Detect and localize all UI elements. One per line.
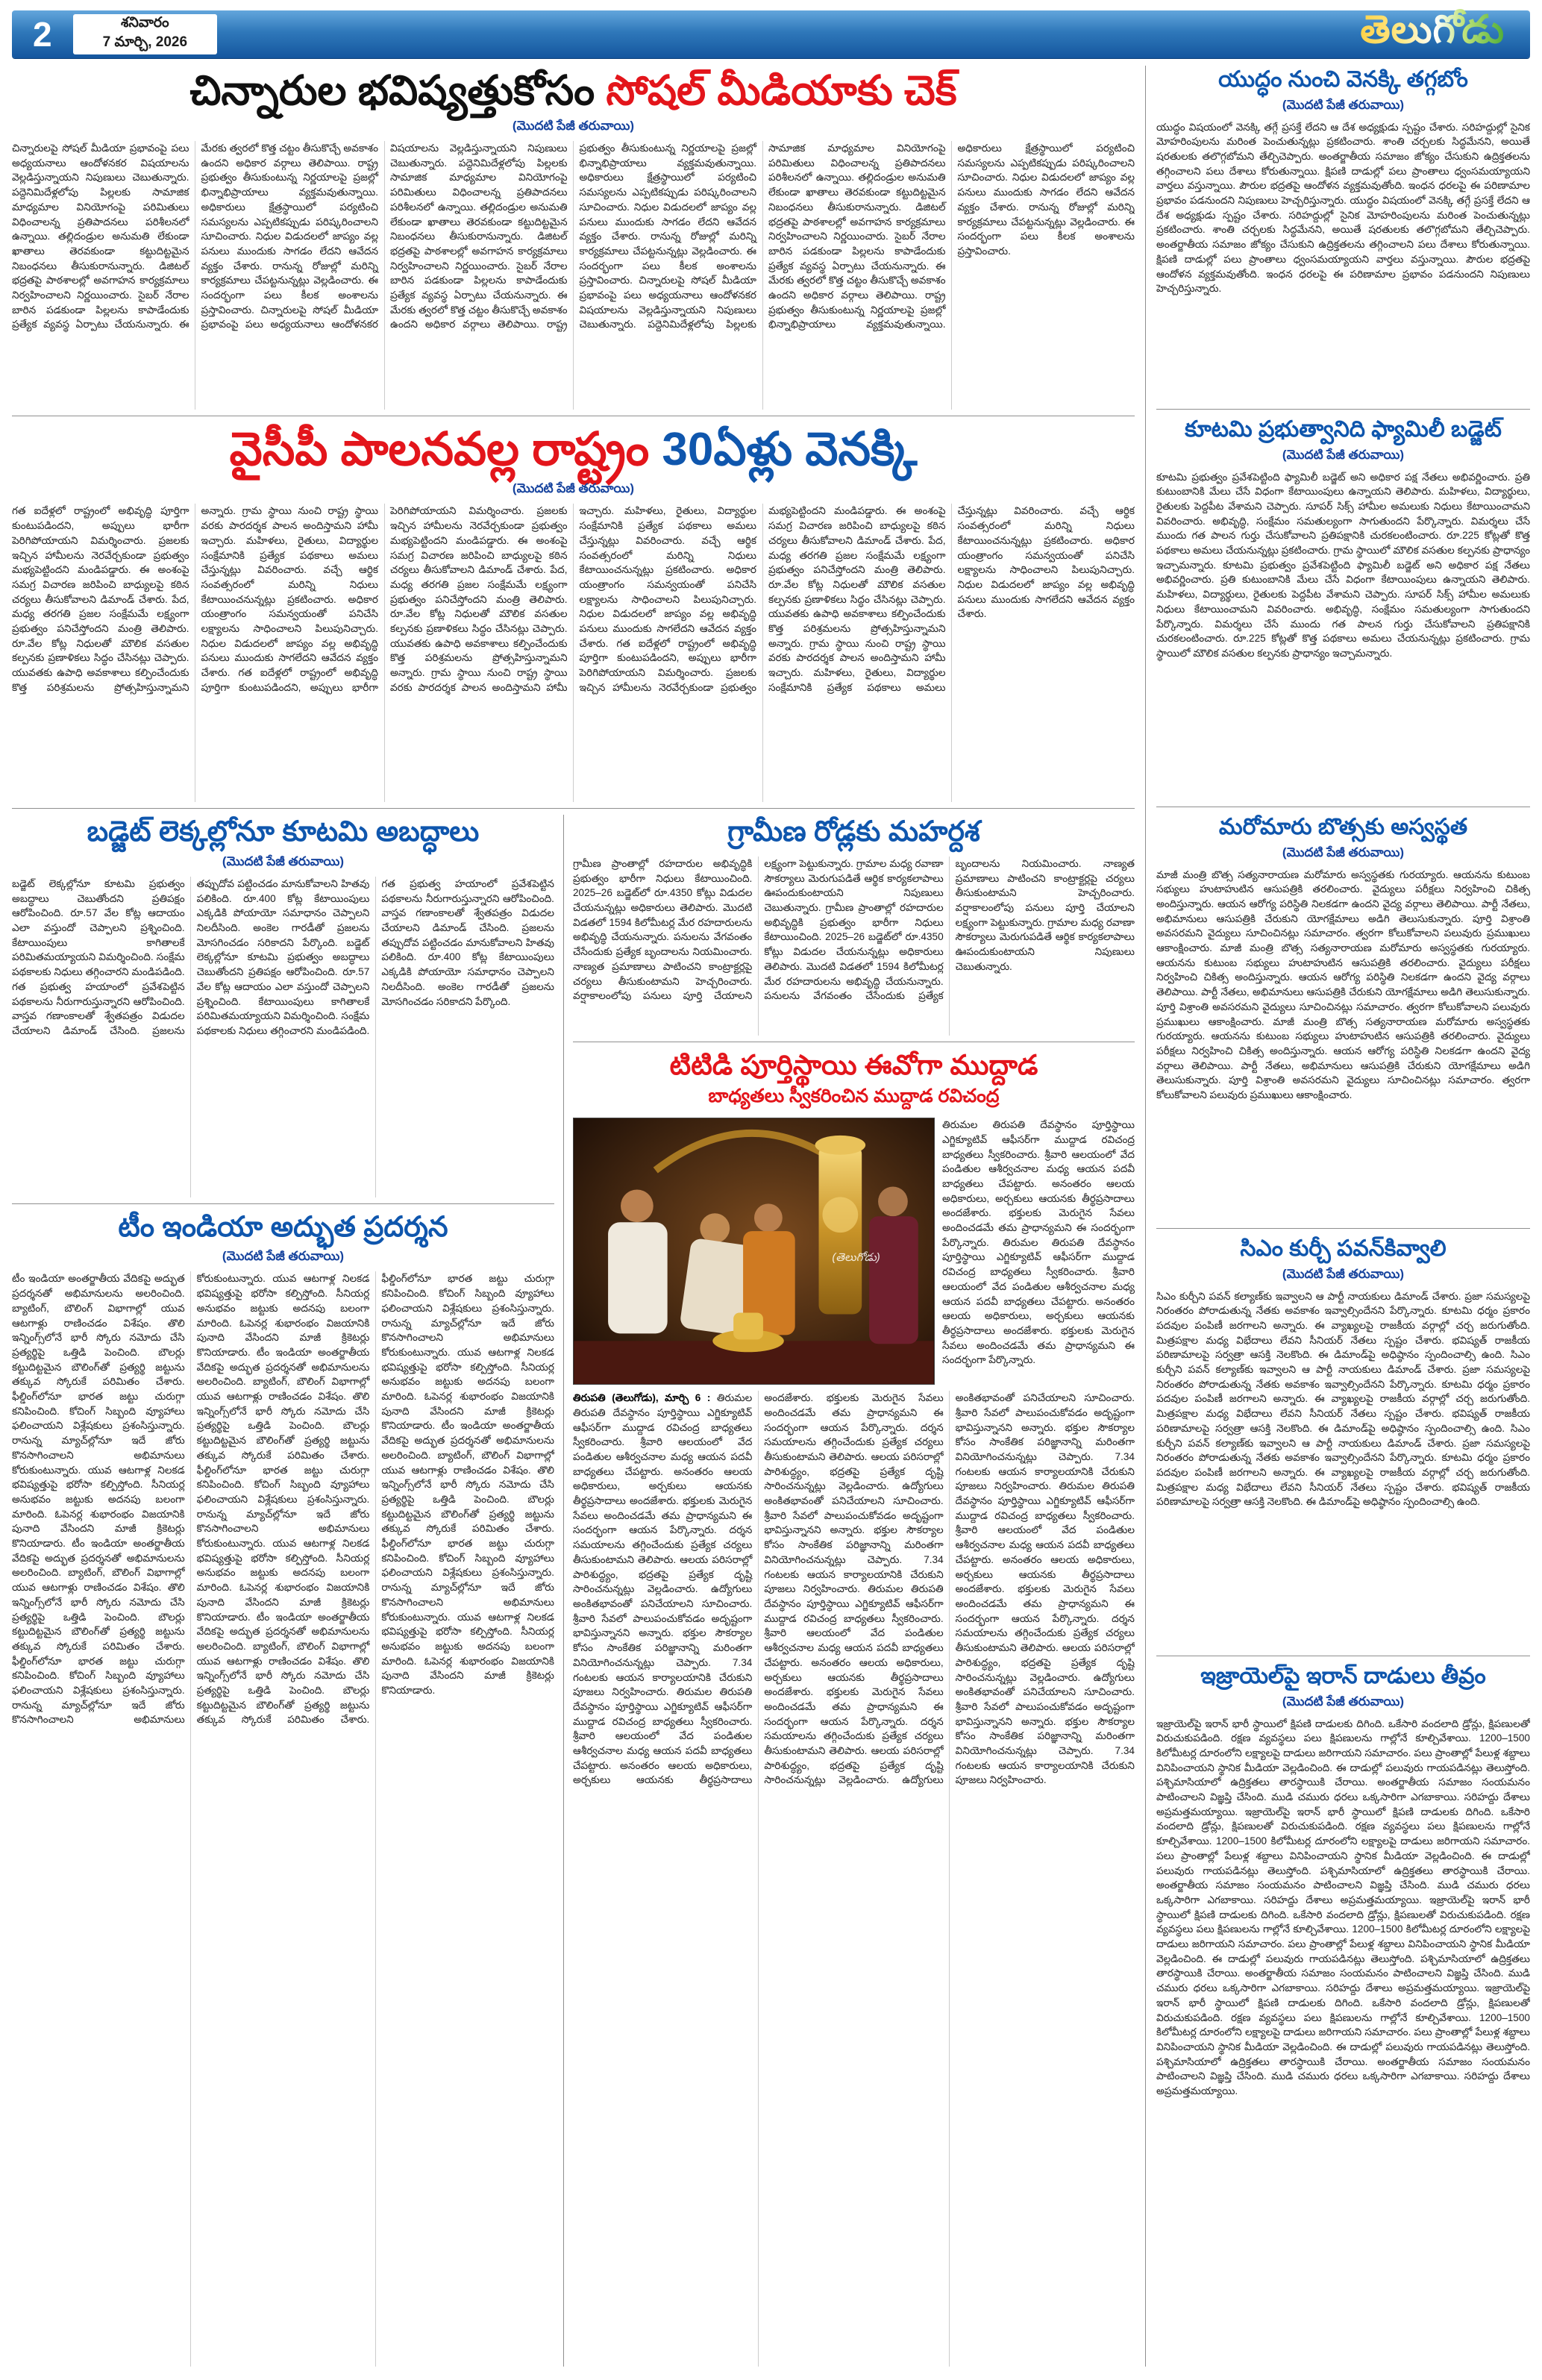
headline-ycp: [12, 422, 1135, 477]
masthead-bar: [12, 7, 1530, 58]
article-body: యుద్ధం విషయంలో వెనక్కి తగ్గే ప్రసక్తే లేదని ఆ దేశ అధ్యక్షుడు స్పష్టం చేశారు. సరిహద్దుల్లో సైనిక మోహరింపులను మరింత పెంచుతున్నట్లు ప్రకటించారు. శాంతి చర్చలకు సిద్ధమేనని, అయితే షరతులకు తలొగ్గబోమని తేల్చిచెప్పారు. అంతర్జాతీయ సమాజం జోక్యం చేసుకుని ఉద్రిక్తతలను తగ్గించాలని పలు దేశాలు కోరుతున్నాయి. క్షిపణి దాడుల్లో పలు ప్రాంతాలు ధ్వంసమయ్యాయని వార్తలు వస్తున్నాయి. పౌరుల భద్రతపై ఆందోళన వ్యక్తమవుతోంది. ఇంధన ధరలపై ఈ పరిణామాల ప్రభావం పడనుందని నిపుణులు హెచ్చరిస్తున్నారు. యుద్ధం విషయంలో వెనక్కి తగ్గే ప్రసక్తే లేదని ఆ దేశ అధ్యక్షుడు స్పష్టం చేశారు. సరిహద్దుల్లో సైనిక మోహరింపులను మరింత పెంచుతున్నట్లు ప్రకటించారు. శాంతి చర్చలకు సిద్ధమేనని, అయితే షరతులకు తలొగ్గబోమని తేల్చిచెప్పారు. అంతర్జాతీయ సమాజం జోక్యం చేసుకుని ఉద్రిక్తతలను తగ్గించాలని పలు దేశాలు కోరుతున్నాయి. క్షిపణి దాడుల్లో పలు ప్రాంతాలు ధ్వంసమయ్యాయని వార్తలు వస్తున్నాయి. పౌరుల భద్రతపై ఆందోళన వ్యక్తమవుతోంది. ఇంధన ధరలపై ఈ పరిణామాల ప్రభావం పడనుందని నిపుణులు హెచ్చరిస్తున్నారు.: [1156, 121, 1530, 295]
pillar-ornament: [822, 1197, 858, 1233]
headline-ycp-blue: 30ఏళ్లు వెనక్కి: [662, 424, 918, 475]
article-pawan-cm: [1156, 1235, 1530, 1650]
headline-iran: ఇజ్రాయెల్‌పై ఇరాన్ దాడులు తీవ్రం: [1200, 1664, 1486, 1688]
headline-family-budget: కూటమి ప్రభుత్వానిది ఫ్యామిలీ బడ్జెట్: [1185, 417, 1502, 442]
day-label: శనివారం: [121, 15, 169, 31]
section-divider: [1156, 409, 1530, 410]
golden-vessel: [733, 1313, 763, 1340]
article-body: టీం ఇండియా అంతర్జాతీయ వేదికపై అద్భుత ప్రదర్శనతో అభిమానులను అలరించింది. బ్యాటింగ్, బౌలింగ్ విభాగాల్లో యువ ఆటగాళ్లు రాణించడం విశేషం. తొలి ఇన్నింగ్స్‌లోనే భారీ స్కోరు నమోదు చేసి ప్రత్యర్థిపై ఒత్తిడి పెంచింది. బౌలర్లు కట్టుదిట్టమైన బౌలింగ్‌తో ప్రత్యర్థి జట్టును తక్కువ స్కోరుకే పరిమితం చేశారు. ఫీల్డింగ్‌లోనూ భారత జట్టు చురుగ్గా కనిపించింది. కోచింగ్ సిబ్బంది వ్యూహాలు ఫలించాయని విశ్లేషకులు ప్రశంసిస్తున్నారు. రానున్న మ్యాచ్‌ల్లోనూ ఇదే జోరు కొనసాగించాలని అభిమానులు కోరుకుంటున్నారు. యువ ఆటగాళ్ల నిలకడ భవిష్యత్తుపై భరోసా కల్పిస్తోంది. సీనియర్ల అనుభవం జట్టుకు అదనపు బలంగా మారింది. ఓపెనర్ల శుభారంభం విజయానికి పునాది వేసిందని మాజీ క్రికెటర్లు కొనియాడారు. టీం ఇండియా అంతర్జాతీయ వేదికపై అద్భుత ప్రదర్శనతో అభిమానులను అలరించింది. బ్యాటింగ్, బౌలింగ్ విభాగాల్లో యువ ఆటగాళ్లు రాణించడం విశేషం. తొలి ఇన్నింగ్స్‌లోనే భారీ స్కోరు నమోదు చేసి ప్రత్యర్థిపై ఒత్తిడి పెంచింది. బౌలర్లు కట్టుదిట్టమైన బౌలింగ్‌తో ప్రత్యర్థి జట్టును తక్కువ స్కోరుకే పరిమితం చేశారు. ఫీల్డింగ్‌లోనూ భారత జట్టు చురుగ్గా కనిపించింది. కోచింగ్ సిబ్బంది వ్యూహాలు ఫలించాయని విశ్లేషకులు ప్రశంసిస్తున్నారు. రానున్న మ్యాచ్‌ల్లోనూ ఇదే జోరు కొనసాగించాలని అభిమానులు కోరుకుంటున్నారు. యువ ఆటగాళ్ల నిలకడ భవిష్యత్తుపై భరోసా కల్పిస్తోంది. సీనియర్ల అనుభవం జట్టుకు అదనపు బలంగా మారింది. ఓపెనర్ల శుభారంభం విజయానికి పునాది వేసిందని మాజీ క్రికెటర్లు కొనియాడారు. టీం ఇండియా అంతర్జాతీయ వేదికపై అద్భుత ప్రదర్శనతో అభిమానులను అలరించింది. బ్యాటింగ్, బౌలింగ్ విభాగాల్లో యువ ఆటగాళ్లు రాణించడం విశేషం. తొలి ఇన్నింగ్స్‌లోనే భారీ స్కోరు నమోదు చేసి ప్రత్యర్థిపై ఒత్తిడి పెంచింది. బౌలర్లు కట్టుదిట్టమైన బౌలింగ్‌తో ప్రత్యర్థి జట్టును తక్కువ స్కోరుకే పరిమితం చేశారు. ఫీల్డింగ్‌లోనూ భారత జట్టు చురుగ్గా కనిపించింది. కోచింగ్ సిబ్బంది వ్యూహాలు ఫలించాయని విశ్లేషకులు ప్రశంసిస్తున్నారు. రానున్న మ్యాచ్‌ల్లోనూ ఇదే జోరు కొనసాగించాలని అభిమానులు కోరుకుంటున్నారు. యువ ఆటగాళ్ల నిలకడ భవిష్యత్తుపై భరోసా కల్పిస్తోంది. సీనియర్ల అనుభవం జట్టుకు అదనపు బలంగా మారింది. ఓపెనర్ల శుభారంభం విజయానికి పునాది వేసిందని మాజీ క్రికెటర్లు కొనియాడారు. టీం ఇండియా అంతర్జాతీయ వేదికపై అద్భుత ప్రదర్శనతో అభిమానులను అలరించింది. బ్యాటింగ్, బౌలింగ్ విభాగాల్లో యువ ఆటగాళ్లు రాణించడం విశేషం. తొలి ఇన్నింగ్స్‌లోనే భారీ స్కోరు నమోదు చేసి ప్రత్యర్థిపై ఒత్తిడి పెంచింది. బౌలర్లు కట్టుదిట్టమైన బౌలింగ్‌తో ప్రత్యర్థి జట్టును తక్కువ స్కోరుకే పరిమితం చేశారు. ఫీల్డింగ్‌లోనూ భారత జట్టు చురుగ్గా కనిపించింది. కోచింగ్ సిబ్బంది వ్యూహాలు ఫలించాయని విశ్లేషకులు ప్రశంసిస్తున్నారు. రానున్న మ్యాచ్‌ల్లోనూ ఇదే జోరు కొనసాగించాలని అభిమానులు కోరుకుంటున్నారు. యువ ఆటగాళ్ల నిలకడ భవిష్యత్తుపై భరోసా కల్పిస్తోంది. సీనియర్ల అనుభవం జట్టుకు అదనపు బలంగా మారింది. ఓపెనర్ల శుభారంభం విజయానికి పునాది వేసిందని మాజీ క్రికెటర్లు కొనియాడారు. టీం ఇండియా అంతర్జాతీయ వేదికపై అద్భుత ప్రదర్శనతో అభిమానులను అలరించింది. బ్యాటింగ్, బౌలింగ్ విభాగాల్లో యువ ఆటగాళ్లు రాణించడం విశేషం. తొలి ఇన్నింగ్స్‌లోనే భారీ స్కోరు నమోదు చేసి ప్రత్యర్థిపై ఒత్తిడి పెంచింది. బౌలర్లు కట్టుదిట్టమైన బౌలింగ్‌తో ప్రత్యర్థి జట్టును తక్కువ స్కోరుకే పరిమితం చేశారు. ఫీల్డింగ్‌లోనూ భారత జట్టు చురుగ్గా కనిపించింది. కోచింగ్ సిబ్బంది వ్యూహాలు ఫలించాయని విశ్లేషకులు ప్రశంసిస్తున్నారు. రానున్న మ్యాచ్‌ల్లోనూ ఇదే జోరు కొనసాగించాలని అభిమానులు కోరుకుంటున్నారు. యువ ఆటగాళ్ల నిలకడ భవిష్యత్తుపై భరోసా కల్పిస్తోంది. సీనియర్ల అనుభవం జట్టుకు అదనపు బలంగా మారింది. ఓపెనర్ల శుభారంభం విజయానికి పునాది వేసిందని మాజీ క్రికెటర్లు కొనియాడారు.: [12, 1273, 554, 1726]
continued-tag: (మొదటి పేజీ తరువాయి): [512, 481, 635, 496]
article-body: గ్రామీణ ప్రాంతాల్లో రహదారుల అభివృద్ధికి ప్రభుత్వం భారీగా నిధులు కేటాయించింది. 2025–26 బడ్జెట్‌లో రూ.4350 కోట్లు విడుదల చేయనున్నట్లు అధికారులు తెలిపారు. మొదటి విడతలో 1594 కిలోమీటర్ల మేర రహదారులను అభివృద్ధి చేయనున్నారు. పనులను వేగవంతం చేసేందుకు ప్రత్యేక బృందాలను నియమించారు. నాణ్యత ప్రమాణాలు పాటించని కాంట్రాక్టర్లపై చర్యలు తీసుకుంటామని హెచ్చరించారు. వర్షాకాలంలోపు పనులు పూర్తి చేయాలని లక్ష్యంగా పెట్టుకున్నారు. గ్రామాల మధ్య రవాణా సౌకర్యాలు మెరుగుపడితే ఆర్థిక కార్యకలాపాలు ఊపందుకుంటాయని నిపుణులు చెబుతున్నారు. గ్రామీణ ప్రాంతాల్లో రహదారుల అభివృద్ధికి ప్రభుత్వం భారీగా నిధులు కేటాయించింది. 2025–26 బడ్జెట్‌లో రూ.4350 కోట్లు విడుదల చేయనున్నట్లు అధికారులు తెలిపారు. మొదటి విడతలో 1594 కిలోమీటర్ల మేర రహదారులను అభివృద్ధి చేయనున్నారు. పనులను వేగవంతం చేసేందుకు ప్రత్యేక బృందాలను నియమించారు. నాణ్యత ప్రమాణాలు పాటించని కాంట్రాక్టర్లపై చర్యలు తీసుకుంటామని హెచ్చరించారు. వర్షాకాలంలోపు పనులు పూర్తి చేయాలని లక్ష్యంగా పెట్టుకున్నారు. గ్రామాల మధ్య రవాణా సౌకర్యాలు మెరుగుపడితే ఆర్థిక కార్యకలాపాలు ఊపందుకుంటాయని నిపుణులు చెబుతున్నారు.: [573, 857, 1135, 1002]
article-body: బడ్జెట్ లెక్కల్లోనూ కూటమి ప్రభుత్వం అబద్ధాలు చెబుతోందని ప్రతిపక్షం ఆరోపించింది. రూ.57 వేల కోట్ల ఆదాయం ఎలా వస్తుందో చెప్పాలని ప్రశ్నించింది. కేటాయింపులు కాగితాలకే పరిమితమయ్యాయని విమర్శించింది. సంక్షేమ పథకాలకు నిధులు తగ్గించారని మండిపడింది. గత ప్రభుత్వ హయాంలో ప్రవేశపెట్టిన పథకాలను నీరుగారుస్తున్నారని ఆరోపించింది. వాస్తవ గణాంకాలతో శ్వేతపత్రం విడుదల చేయాలని డిమాండ్ చేసింది. ప్రజలను తప్పుదోవ పట్టించడం మానుకోవాలని హితవు పలికింది. రూ.400 కోట్ల కేటాయింపులు ఎక్కడికి పోయాయో సమాధానం చెప్పాలని నిలదీసింది. అంకెల గారడీతో ప్రజలను మోసగించడం సరికాదని పేర్కొంది. బడ్జెట్ లెక్కల్లోనూ కూటమి ప్రభుత్వం అబద్ధాలు చెబుతోందని ప్రతిపక్షం ఆరోపించింది. రూ.57 వేల కోట్ల ఆదాయం ఎలా వస్తుందో చెప్పాలని ప్రశ్నించింది. కేటాయింపులు కాగితాలకే పరిమితమయ్యాయని విమర్శించింది. సంక్షేమ పథకాలకు నిధులు తగ్గించారని మండిపడింది. గత ప్రభుత్వ హయాంలో ప్రవేశపెట్టిన పథకాలను నీరుగారుస్తున్నారని ఆరోపించింది. వాస్తవ గణాంకాలతో శ్వేతపత్రం విడుదల చేయాలని డిమాండ్ చేసింది. ప్రజలను తప్పుదోవ పట్టించడం మానుకోవాలని హితవు పలికింది. రూ.400 కోట్ల కేటాయింపులు ఎక్కడికి పోయాయో సమాధానం చెప్పాలని నిలదీసింది. అంకెల గారడీతో ప్రజలను మోసగించడం సరికాదని పేర్కొంది.: [12, 877, 554, 1036]
section-divider: [1156, 1228, 1530, 1229]
continued-tag: (మొదటి పేజీ తరువాయి): [222, 1249, 345, 1264]
article-body: గత ఐదేళ్లలో రాష్ట్రంలో అభివృద్ధి పూర్తిగా కుంటుపడిందని, అప్పులు భారీగా పెరిగిపోయాయని విమర్శించారు. ప్రజలకు ఇచ్చిన హామీలను నెరవేర్చకుండా ప్రభుత్వం మభ్యపెట్టిందని మండిపడ్డారు. ఈ అంశంపై సమగ్ర విచారణ జరిపించి బాధ్యులపై కఠిన చర్యలు తీసుకోవాలని డిమాండ్ చేశారు. పేద, మధ్య తరగతి ప్రజల సంక్షేమమే లక్ష్యంగా ప్రభుత్వం పనిచేస్తోందని మంత్రి తెలిపారు. రూ.వేల కోట్ల నిధులతో మౌలిక వసతుల కల్పనకు ప్రణాళికలు సిద్ధం చేసినట్లు చెప్పారు. యువతకు ఉపాధి అవకాశాలు కల్పించేందుకు కొత్త పరిశ్రమలను ప్రోత్సహిస్తున్నామని అన్నారు. గ్రామ స్థాయి నుంచి రాష్ట్ర స్థాయి వరకు పారదర్శక పాలన అందిస్తామని హామీ ఇచ్చారు. మహిళలు, రైతులు, విద్యార్థుల సంక్షేమానికి ప్రత్యేక పథకాలు అమలు చేస్తున్నట్లు వివరించారు. వచ్చే ఆర్థిక సంవత్సరంలో మరిన్ని నిధులు కేటాయించనున్నట్లు ప్రకటించారు. అధికార యంత్రాంగం సమన్వయంతో పనిచేసి లక్ష్యాలను సాధించాలని పిలుపునిచ్చారు. నిధుల విడుదలలో జాప్యం వల్ల అభివృద్ధి పనులు ముందుకు సాగలేదని ఆవేదన వ్యక్తం చేశారు. గత ఐదేళ్లలో రాష్ట్రంలో అభివృద్ధి పూర్తిగా కుంటుపడిందని, అప్పులు భారీగా పెరిగిపోయాయని విమర్శించారు. ప్రజలకు ఇచ్చిన హామీలను నెరవేర్చకుండా ప్రభుత్వం మభ్యపెట్టిందని మండిపడ్డారు. ఈ అంశంపై సమగ్ర విచారణ జరిపించి బాధ్యులపై కఠిన చర్యలు తీసుకోవాలని డిమాండ్ చేశారు. పేద, మధ్య తరగతి ప్రజల సంక్షేమమే లక్ష్యంగా ప్రభుత్వం పనిచేస్తోందని మంత్రి తెలిపారు. రూ.వేల కోట్ల నిధులతో మౌలిక వసతుల కల్పనకు ప్రణాళికలు సిద్ధం చేసినట్లు చెప్పారు. యువతకు ఉపాధి అవకాశాలు కల్పించేందుకు కొత్త పరిశ్రమలను ప్రోత్సహిస్తున్నామని అన్నారు. గ్రామ స్థాయి నుంచి రాష్ట్ర స్థాయి వరకు పారదర్శక పాలన అందిస్తామని హామీ ఇచ్చారు. మహిళలు, రైతులు, విద్యార్థుల సంక్షేమానికి ప్రత్యేక పథకాలు అమలు చేస్తున్నట్లు వివరించారు. వచ్చే ఆర్థిక సంవత్సరంలో మరిన్ని నిధులు కేటాయించనున్నట్లు ప్రకటించారు. అధికార యంత్రాంగం సమన్వయంతో పనిచేసి లక్ష్యాలను సాధించాలని పిలుపునిచ్చారు. నిధుల విడుదలలో జాప్యం వల్ల అభివృద్ధి పనులు ముందుకు సాగలేదని ఆవేదన వ్యక్తం చేశారు. గత ఐదేళ్లలో రాష్ట్రంలో అభివృద్ధి పూర్తిగా కుంటుపడిందని, అప్పులు భారీగా పెరిగిపోయాయని విమర్శించారు. ప్రజలకు ఇచ్చిన హామీలను నెరవేర్చకుండా ప్రభుత్వం మభ్యపెట్టిందని మండిపడ్డారు. ఈ అంశంపై సమగ్ర విచారణ జరిపించి బాధ్యులపై కఠిన చర్యలు తీసుకోవాలని డిమాండ్ చేశారు. పేద, మధ్య తరగతి ప్రజల సంక్షేమమే లక్ష్యంగా ప్రభుత్వం పనిచేస్తోందని మంత్రి తెలిపారు. రూ.వేల కోట్ల నిధులతో మౌలిక వసతుల కల్పనకు ప్రణాళికలు సిద్ధం చేసినట్లు చెప్పారు. యువతకు ఉపాధి అవకాశాలు కల్పించేందుకు కొత్త పరిశ్రమలను ప్రోత్సహిస్తున్నామని అన్నారు. గ్రామ స్థాయి నుంచి రాష్ట్ర స్థాయి వరకు పారదర్శక పాలన అందిస్తామని హామీ ఇచ్చారు. మహిళలు, రైతులు, విద్యార్థుల సంక్షేమానికి ప్రత్యేక పథకాలు అమలు చేస్తున్నట్లు వివరించారు. వచ్చే ఆర్థిక సంవత్సరంలో మరిన్ని నిధులు కేటాయించనున్నట్లు ప్రకటించారు. అధికార యంత్రాంగం సమన్వయంతో పనిచేసి లక్ష్యాలను సాధించాలని పిలుపునిచ్చారు. నిధుల విడుదలలో జాప్యం వల్ల అభివృద్ధి పనులు ముందుకు సాగలేదని ఆవేదన వ్యక్తం చేశారు.: [12, 505, 1135, 693]
continued-tag: (మొదటి పేజీ తరువాయి): [1282, 845, 1405, 859]
headline-social-black: చిన్నారుల భవిష్యత్తుకోసం: [189, 67, 607, 113]
continued-tag: (మొదటి పేజీ తరువాయి): [1282, 97, 1405, 112]
woman-head: [878, 1187, 908, 1217]
article-body: చిన్నారులపై సోషల్ మీడియా ప్రభావంపై పలు అధ్యయనాలు ఆందోళనకర విషయాలను వెల్లడిస్తున్నాయని నిపుణులు చెబుతున్నారు. పద్దెనిమిదేళ్లలోపు పిల్లలకు సామాజిక మాధ్యమాల వినియోగంపై పరిమితులు విధించాలన్న ప్రతిపాదనలు పరిశీలనలో ఉన్నాయి. తల్లిదండ్రుల అనుమతి లేకుండా ఖాతాలు తెరవకుండా కట్టుదిట్టమైన నిబంధనలు తీసుకురానున్నారు. డిజిటల్ భద్రతపై పాఠశాలల్లో అవగాహన కార్యక్రమాలు నిర్వహించాలని నిర్ణయించారు. సైబర్ నేరాల బారిన పడకుండా పిల్లలను కాపాడేందుకు ప్రత్యేక వ్యవస్థ ఏర్పాటు చేయనున్నారు. ఈ మేరకు త్వరలో కొత్త చట్టం తీసుకొచ్చే అవకాశం ఉందని అధికార వర్గాలు తెలిపాయి. రాష్ట్ర ప్రభుత్వం తీసుకుంటున్న నిర్ణయాలపై ప్రజల్లో భిన్నాభిప్రాయాలు వ్యక్తమవుతున్నాయి. అధికారులు క్షేత్రస్థాయిలో పర్యటించి సమస్యలను ఎప్పటికప్పుడు పరిష్కరించాలని సూచించారు. నిధుల విడుదలలో జాప్యం వల్ల పనులు ముందుకు సాగడం లేదని ఆవేదన వ్యక్తం చేశారు. రానున్న రోజుల్లో మరిన్ని కార్యక్రమాలు చేపట్టనున్నట్లు వెల్లడించారు. ఈ సందర్భంగా పలు కీలక అంశాలను ప్రస్తావించారు. చిన్నారులపై సోషల్ మీడియా ప్రభావంపై పలు అధ్యయనాలు ఆందోళనకర విషయాలను వెల్లడిస్తున్నాయని నిపుణులు చెబుతున్నారు. పద్దెనిమిదేళ్లలోపు పిల్లలకు సామాజిక మాధ్యమాల వినియోగంపై పరిమితులు విధించాలన్న ప్రతిపాదనలు పరిశీలనలో ఉన్నాయి. తల్లిదండ్రుల అనుమతి లేకుండా ఖాతాలు తెరవకుండా కట్టుదిట్టమైన నిబంధనలు తీసుకురానున్నారు. డిజిటల్ భద్రతపై పాఠశాలల్లో అవగాహన కార్యక్రమాలు నిర్వహించాలని నిర్ణయించారు. సైబర్ నేరాల బారిన పడకుండా పిల్లలను కాపాడేందుకు ప్రత్యేక వ్యవస్థ ఏర్పాటు చేయనున్నారు. ఈ మేరకు త్వరలో కొత్త చట్టం తీసుకొచ్చే అవకాశం ఉందని అధికార వర్గాలు తెలిపాయి. రాష్ట్ర ప్రభుత్వం తీసుకుంటున్న నిర్ణయాలపై ప్రజల్లో భిన్నాభిప్రాయాలు వ్యక్తమవుతున్నాయి. అధికారులు క్షేత్రస్థాయిలో పర్యటించి సమస్యలను ఎప్పటికప్పుడు పరిష్కరించాలని సూచించారు. నిధుల విడుదలలో జాప్యం వల్ల పనులు ముందుకు సాగడం లేదని ఆవేదన వ్యక్తం చేశారు. రానున్న రోజుల్లో మరిన్ని కార్యక్రమాలు చేపట్టనున్నట్లు వెల్లడించారు. ఈ సందర్భంగా పలు కీలక అంశాలను ప్రస్తావించారు. చిన్నారులపై సోషల్ మీడియా ప్రభావంపై పలు అధ్యయనాలు ఆందోళనకర విషయాలను వెల్లడిస్తున్నాయని నిపుణులు చెబుతున్నారు. పద్దెనిమిదేళ్లలోపు పిల్లలకు సామాజిక మాధ్యమాల వినియోగంపై పరిమితులు విధించాలన్న ప్రతిపాదనలు పరిశీలనలో ఉన్నాయి. తల్లిదండ్రుల అనుమతి లేకుండా ఖాతాలు తెరవకుండా కట్టుదిట్టమైన నిబంధనలు తీసుకురానున్నారు. డిజిటల్ భద్రతపై పాఠశాలల్లో అవగాహన కార్యక్రమాలు నిర్వహించాలని నిర్ణయించారు. సైబర్ నేరాల బారిన పడకుండా పిల్లలను కాపాడేందుకు ప్రత్యేక వ్యవస్థ ఏర్పాటు చేయనున్నారు. ఈ మేరకు త్వరలో కొత్త చట్టం తీసుకొచ్చే అవకాశం ఉందని అధికార వర్గాలు తెలిపాయి. రాష్ట్ర ప్రభుత్వం తీసుకుంటున్న నిర్ణయాలపై ప్రజల్లో భిన్నాభిప్రాయాలు వ్యక్తమవుతున్నాయి. అధికారులు క్షేత్రస్థాయిలో పర్యటించి సమస్యలను ఎప్పటికప్పుడు పరిష్కరించాలని సూచించారు. నిధుల విడుదలలో జాప్యం వల్ల పనులు ముందుకు సాగడం లేదని ఆవేదన వ్యక్తం చేశారు. రానున్న రోజుల్లో మరిన్ని కార్యక్రమాలు చేపట్టనున్నట్లు వెల్లడించారు. ఈ సందర్భంగా పలు కీలక అంశాలను ప్రస్తావించారు.: [12, 143, 1135, 331]
pillar-top: [815, 1136, 866, 1155]
bottom-left-column: [12, 815, 564, 2367]
main-area: [12, 66, 1146, 2367]
priest-head: [700, 1213, 730, 1243]
headline-social-red: సోషల్ మీడియాకు చెక్: [606, 67, 957, 113]
article-family-budget: [1156, 416, 1530, 801]
article-war: [1156, 66, 1530, 403]
section-divider: [12, 808, 1135, 809]
newspaper-logo: తెలుగోడు: [1360, 7, 1505, 62]
article-body: మాజీ మంత్రి బొత్స సత్యనారాయణ మరోమారు అస్వస్థతకు గురయ్యారు. ఆయనను కుటుంబ సభ్యులు హుటాహుటిన ఆసుపత్రికి తరలించారు. వైద్యులు పరీక్షలు నిర్వహించి చికిత్స అందిస్తున్నారు. ఆయన ఆరోగ్య పరిస్థితి నిలకడగా ఉందని వైద్య వర్గాలు తెలిపాయి. పార్టీ నేతలు, అభిమానులు ఆసుపత్రికి చేరుకుని యోగక్షేమాలు అడిగి తెలుసుకున్నారు. పూర్తి విశ్రాంతి అవసరమని వైద్యులు సూచించినట్లు సమాచారం. త్వరగా కోలుకోవాలని పలువురు ప్రముఖులు ఆకాంక్షించారు. మాజీ మంత్రి బొత్స సత్యనారాయణ మరోమారు అస్వస్థతకు గురయ్యారు. ఆయనను కుటుంబ సభ్యులు హుటాహుటిన ఆసుపత్రికి తరలించారు. వైద్యులు పరీక్షలు నిర్వహించి చికిత్స అందిస్తున్నారు. ఆయన ఆరోగ్య పరిస్థితి నిలకడగా ఉందని వైద్య వర్గాలు తెలిపాయి. పార్టీ నేతలు, అభిమానులు ఆసుపత్రికి చేరుకుని యోగక్షేమాలు అడిగి తెలుసుకున్నారు. పూర్తి విశ్రాంతి అవసరమని వైద్యులు సూచించినట్లు సమాచారం. త్వరగా కోలుకోవాలని పలువురు ప్రముఖులు ఆకాంక్షించారు. మాజీ మంత్రి బొత్స సత్యనారాయణ మరోమారు అస్వస్థతకు గురయ్యారు. ఆయనను కుటుంబ సభ్యులు హుటాహుటిన ఆసుపత్రికి తరలించారు. వైద్యులు పరీక్షలు నిర్వహించి చికిత్స అందిస్తున్నారు. ఆయన ఆరోగ్య పరిస్థితి నిలకడగా ఉందని వైద్య వర్గాలు తెలిపాయి. పార్టీ నేతలు, అభిమానులు ఆసుపత్రికి చేరుకుని యోగక్షేమాలు అడిగి తెలుసుకున్నారు. పూర్తి విశ్రాంతి అవసరమని వైద్యులు సూచించినట్లు సమాచారం. త్వరగా కోలుకోవాలని పలువురు ప్రముఖులు ఆకాంక్షించారు.: [1156, 868, 1530, 1101]
continued-tag: (మొదటి పేజీ తరువాయి): [512, 119, 635, 133]
continued-tag: (మొదటి పేజీ తరువాయి): [1282, 1266, 1405, 1281]
woman-saree: [869, 1216, 918, 1344]
section-divider: [12, 1203, 554, 1204]
ttd-photo-illustration: [574, 1118, 934, 1384]
article-botsa-health: [1156, 813, 1530, 1222]
dateline: తిరుపతి (తెలుగోడు), మార్చి 6 :: [573, 1392, 711, 1404]
article-body: ఇజ్రాయెల్‌పై ఇరాన్ భారీ స్థాయిలో క్షిపణి దాడులకు దిగింది. ఒకేసారి వందలాది డ్రోన్లు, క్షిపణులతో విరుచుకుపడింది. రక్షణ వ్యవస్థలు పలు క్షిపణులను గాల్లోనే కూల్చివేశాయి. 1200–1500 కిలోమీటర్ల దూరంలోని లక్ష్యాలపై దాడులు జరిగాయని సమాచారం. పలు ప్రాంతాల్లో పేలుళ్ల శబ్దాలు వినిపించాయని స్థానిక మీడియా వెల్లడించింది. ఈ దాడుల్లో పలువురు గాయపడినట్లు తెలుస్తోంది. పశ్చిమాసియాలో ఉద్రిక్తతలు తారస్థాయికి చేరాయి. అంతర్జాతీయ సమాజం సంయమనం పాటించాలని విజ్ఞప్తి చేసింది. ముడి చమురు ధరలు ఒక్కసారిగా ఎగబాకాయి. సరిహద్దు దేశాలు అప్రమత్తమయ్యాయి. ఇజ్రాయెల్‌పై ఇరాన్ భారీ స్థాయిలో క్షిపణి దాడులకు దిగింది. ఒకేసారి వందలాది డ్రోన్లు, క్షిపణులతో విరుచుకుపడింది. రక్షణ వ్యవస్థలు పలు క్షిపణులను గాల్లోనే కూల్చివేశాయి. 1200–1500 కిలోమీటర్ల దూరంలోని లక్ష్యాలపై దాడులు జరిగాయని సమాచారం. పలు ప్రాంతాల్లో పేలుళ్ల శబ్దాలు వినిపించాయని స్థానిక మీడియా వెల్లడించింది. ఈ దాడుల్లో పలువురు గాయపడినట్లు తెలుస్తోంది. పశ్చిమాసియాలో ఉద్రిక్తతలు తారస్థాయికి చేరాయి. అంతర్జాతీయ సమాజం సంయమనం పాటించాలని విజ్ఞప్తి చేసింది. ముడి చమురు ధరలు ఒక్కసారిగా ఎగబాకాయి. సరిహద్దు దేశాలు అప్రమత్తమయ్యాయి. ఇజ్రాయెల్‌పై ఇరాన్ భారీ స్థాయిలో క్షిపణి దాడులకు దిగింది. ఒకేసారి వందలాది డ్రోన్లు, క్షిపణులతో విరుచుకుపడింది. రక్షణ వ్యవస్థలు పలు క్షిపణులను గాల్లోనే కూల్చివేశాయి. 1200–1500 కిలోమీటర్ల దూరంలోని లక్ష్యాలపై దాడులు జరిగాయని సమాచారం. పలు ప్రాంతాల్లో పేలుళ్ల శబ్దాలు వినిపించాయని స్థానిక మీడియా వెల్లడించింది. ఈ దాడుల్లో పలువురు గాయపడినట్లు తెలుస్తోంది. పశ్చిమాసియాలో ఉద్రిక్తతలు తారస్థాయికి చేరాయి. అంతర్జాతీయ సమాజం సంయమనం పాటించాలని విజ్ఞప్తి చేసింది. ముడి చమురు ధరలు ఒక్కసారిగా ఎగబాకాయి. సరిహద్దు దేశాలు అప్రమత్తమయ్యాయి. ఇజ్రాయెల్‌పై ఇరాన్ భారీ స్థాయిలో క్షిపణి దాడులకు దిగింది. ఒకేసారి వందలాది డ్రోన్లు, క్షిపణులతో విరుచుకుపడింది. రక్షణ వ్యవస్థలు పలు క్షిపణులను గాల్లోనే కూల్చివేశాయి. 1200–1500 కిలోమీటర్ల దూరంలోని లక్ష్యాలపై దాడులు జరిగాయని సమాచారం. పలు ప్రాంతాల్లో పేలుళ్ల శబ్దాలు వినిపించాయని స్థానిక మీడియా వెల్లడించింది. ఈ దాడుల్లో పలువురు గాయపడినట్లు తెలుస్తోంది. పశ్చిమాసియాలో ఉద్రిక్తతలు తారస్థాయికి చేరాయి. అంతర్జాతీయ సమాజం సంయమనం పాటించాలని విజ్ఞప్తి చేసింది. ముడి చమురు ధరలు ఒక్కసారిగా ఎగబాకాయి. సరిహద్దు దేశాలు అప్రమత్తమయ్యాయి.: [1156, 1717, 1530, 2097]
photo-watermark: (తెలుగోడు): [832, 1252, 880, 1265]
bottom-right-column: [564, 815, 1135, 2367]
article-iran-israel: [1156, 1662, 1530, 2367]
continued-tag: (మొదటి పేజీ తరువాయి): [1282, 447, 1405, 462]
headline-ycp-red: వైసీపీ పాలనవల్ల రాష్ట్రం: [229, 424, 662, 475]
article-budget-lies: [12, 815, 554, 1197]
right-sidebar: [1146, 66, 1530, 2367]
article-team-india: [12, 1210, 554, 2367]
continued-tag: (మొదటి పేజీ తరువాయి): [222, 854, 345, 868]
figure-white-shirt: [608, 1222, 668, 1333]
priest2-head: [754, 1203, 783, 1232]
article-body: సిఎం కుర్చీని పవన్ కల్యాణ్‌కు ఇవ్వాలని ఆ పార్టీ నాయకులు డిమాండ్ చేశారు. ప్రజా సమస్యలపై నిరంతరం పోరాడుతున్న నేతకు అవకాశం ఇవ్వాల్సిందేనని పేర్కొన్నారు. కూటమి ధర్మం ప్రకారం పదవుల పంపిణీ జరగాలని అన్నారు. ఈ వ్యాఖ్యలపై రాజకీయ వర్గాల్లో చర్చ జరుగుతోంది. మిత్రపక్షాల మధ్య విభేదాలు లేవని సీనియర్ నేతలు స్పష్టం చేశారు. భవిష్యత్ రాజకీయ పరిణామాలపై సర్వత్రా ఆసక్తి నెలకొంది. ఈ డిమాండ్‌పై అధిష్ఠానం స్పందించాల్సి ఉంది. సిఎం కుర్చీని పవన్ కల్యాణ్‌కు ఇవ్వాలని ఆ పార్టీ నాయకులు డిమాండ్ చేశారు. ప్రజా సమస్యలపై నిరంతరం పోరాడుతున్న నేతకు అవకాశం ఇవ్వాల్సిందేనని పేర్కొన్నారు. కూటమి ధర్మం ప్రకారం పదవుల పంపిణీ జరగాలని అన్నారు. ఈ వ్యాఖ్యలపై రాజకీయ వర్గాల్లో చర్చ జరుగుతోంది. మిత్రపక్షాల మధ్య విభేదాలు లేవని సీనియర్ నేతలు స్పష్టం చేశారు. భవిష్యత్ రాజకీయ పరిణామాలపై సర్వత్రా ఆసక్తి నెలకొంది. ఈ డిమాండ్‌పై అధిష్ఠానం స్పందించాల్సి ఉంది. సిఎం కుర్చీని పవన్ కల్యాణ్‌కు ఇవ్వాలని ఆ పార్టీ నాయకులు డిమాండ్ చేశారు. ప్రజా సమస్యలపై నిరంతరం పోరాడుతున్న నేతకు అవకాశం ఇవ్వాల్సిందేనని పేర్కొన్నారు. కూటమి ధర్మం ప్రకారం పదవుల పంపిణీ జరగాలని అన్నారు. ఈ వ్యాఖ్యలపై రాజకీయ వర్గాల్లో చర్చ జరుగుతోంది. మిత్రపక్షాల మధ్య విభేదాలు లేవని సీనియర్ నేతలు స్పష్టం చేశారు. భవిష్యత్ రాజకీయ పరిణామాలపై సర్వత్రా ఆసక్తి నెలకొంది. ఈ డిమాండ్‌పై అధిష్ఠానం స్పందించాల్సి ఉంది.: [1156, 1290, 1530, 1508]
headline-war: యుద్ధం నుంచి వెనక్కి తగ్గబోం: [1218, 67, 1468, 92]
subhead-ttd-eo: బాధ్యతలు స్వీకరించిన ముద్దాడ రవిచంద్ర: [708, 1086, 1000, 1107]
article-body: కూటమి ప్రభుత్వం ప్రవేశపెట్టింది ఫ్యామిలీ బడ్జెట్ అని అధికార పక్ష నేతలు అభివర్ణించారు. ప్రతి కుటుంబానికి మేలు చేసే విధంగా కేటాయింపులు ఉన్నాయని తెలిపారు. మహిళలు, విద్యార్థులు, రైతులకు పెద్దపీట వేశామని చెప్పారు. సూపర్ సిక్స్ హామీల అమలుకు నిధులు కేటాయించామని వివరించారు. అభివృద్ధి, సంక్షేమం సమతుల్యంగా సాగుతుందని పేర్కొన్నారు. విమర్శలు చేసే ముందు గత పాలన గుర్తు చేసుకోవాలని ప్రతిపక్షానికి చురకలంటించారు. రూ.225 కోట్లతో కొత్త పథకాలు అమలు చేయనున్నట్లు ప్రకటించారు. గ్రామ స్థాయిలో మౌలిక వసతుల కల్పనకు ప్రాధాన్యం ఇచ్చామన్నారు. కూటమి ప్రభుత్వం ప్రవేశపెట్టింది ఫ్యామిలీ బడ్జెట్ అని అధికార పక్ష నేతలు అభివర్ణించారు. ప్రతి కుటుంబానికి మేలు చేసే విధంగా కేటాయింపులు ఉన్నాయని తెలిపారు. మహిళలు, విద్యార్థులు, రైతులకు పెద్దపీట వేశామని చెప్పారు. సూపర్ సిక్స్ హామీల అమలుకు నిధులు కేటాయించామని వివరించారు. అభివృద్ధి, సంక్షేమం సమతుల్యంగా సాగుతుందని పేర్కొన్నారు. విమర్శలు చేసే ముందు గత పాలన గుర్తు చేసుకోవాలని ప్రతిపక్షానికి చురకలంటించారు. రూ.225 కోట్లతో కొత్త పథకాలు అమలు చేయనున్నట్లు ప్రకటించారు. గ్రామ స్థాయిలో మౌలిక వసతుల కల్పనకు ప్రాధాన్యం ఇచ్చామన్నారు.: [1156, 471, 1530, 659]
article-social-media: [12, 66, 1135, 410]
ttd-body-text: తిరుమల తిరుపతి దేవస్థానం పూర్తిస్థాయి ఎగ్జిక్యూటివ్ ఆఫీసర్‌గా ముద్దాడ రవిచంద్ర బాధ్యతలు స్వీకరించారు. శ్రీవారి ఆలయంలో వేద పండితుల ఆశీర్వచనాల మధ్య ఆయన పదవీ బాధ్యతలు చేపట్టారు. అనంతరం ఆలయ అధికారులు, అర్చకులు ఆయనకు తీర్థప్రసాదాలు అందజేశారు. భక్తులకు మెరుగైన సేవలు అందించడమే తమ ప్రాధాన్యమని ఈ సందర్భంగా ఆయన పేర్కొన్నారు. దర్శన సమయాలను తగ్గించేందుకు ప్రత్యేక చర్యలు తీసుకుంటామని తెలిపారు. ఆలయ పరిసరాల్లో పారిశుద్ధ్యం, భద్రతపై ప్రత్యేక దృష్టి సారించనున్నట్లు వెల్లడించారు. ఉద్యోగులు అంకితభావంతో పనిచేయాలని సూచించారు. శ్రీవారి సేవలో పాలుపంచుకోవడం అదృష్టంగా భావిస్తున్నానని అన్నారు. భక్తుల సౌకర్యాల కోసం సాంకేతిక పరిజ్ఞానాన్ని మరింతగా వినియోగించనున్నట్లు చెప్పారు. 7.34 గంటలకు ఆయన కార్యాలయానికి చేరుకుని పూజలు నిర్వహించారు. తిరుమల తిరుపతి దేవస్థానం పూర్తిస్థాయి ఎగ్జిక్యూటివ్ ఆఫీసర్‌గా ముద్దాడ రవిచంద్ర బాధ్యతలు స్వీకరించారు. శ్రీవారి ఆలయంలో వేద పండితుల ఆశీర్వచనాల మధ్య ఆయన పదవీ బాధ్యతలు చేపట్టారు. అనంతరం ఆలయ అధికారులు, అర్చకులు ఆయనకు తీర్థప్రసాదాలు అందజేశారు. భక్తులకు మెరుగైన సేవలు అందించడమే తమ ప్రాధాన్యమని ఈ సందర్భంగా ఆయన పేర్కొన్నారు. దర్శన సమయాలను తగ్గించేందుకు ప్రత్యేక చర్యలు తీసుకుంటామని తెలిపారు. ఆలయ పరిసరాల్లో పారిశుద్ధ్యం, భద్రతపై ప్రత్యేక దృష్టి సారించనున్నట్లు వెల్లడించారు. ఉద్యోగులు అంకితభావంతో పనిచేయాలని సూచించారు. శ్రీవారి సేవలో పాలుపంచుకోవడం అదృష్టంగా భావిస్తున్నానని అన్నారు. భక్తుల సౌకర్యాల కోసం సాంకేతిక పరిజ్ఞానాన్ని మరింతగా వినియోగించనున్నట్లు చెప్పారు. 7.34 గంటలకు ఆయన కార్యాలయానికి చేరుకుని పూజలు నిర్వహించారు. తిరుమల తిరుపతి దేవస్థానం పూర్తిస్థాయి ఎగ్జిక్యూటివ్ ఆఫీసర్‌గా ముద్దాడ రవిచంద్ర బాధ్యతలు స్వీకరించారు. శ్రీవారి ఆలయంలో వేద పండితుల ఆశీర్వచనాల మధ్య ఆయన పదవీ బాధ్యతలు చేపట్టారు. అనంతరం ఆలయ అధికారులు, అర్చకులు ఆయనకు తీర్థప్రసాదాలు అందజేశారు. భక్తులకు మెరుగైన సేవలు అందించడమే తమ ప్రాధాన్యమని ఈ సందర్భంగా ఆయన పేర్కొన్నారు. దర్శన సమయాలను తగ్గించేందుకు ప్రత్యేక చర్యలు తీసుకుంటామని తెలిపారు. ఆలయ పరిసరాల్లో పారిశుద్ధ్యం, భద్రతపై ప్రత్యేక దృష్టి సారించనున్నట్లు వెల్లడించారు. ఉద్యోగులు అంకితభావంతో పనిచేయాలని సూచించారు. శ్రీవారి సేవలో పాలుపంచుకోవడం అదృష్టంగా భావిస్తున్నానని అన్నారు. భక్తుల సౌకర్యాల కోసం సాంకేతిక పరిజ్ఞానాన్ని మరింతగా వినియోగించనున్నట్లు చెప్పారు. 7.34 గంటలకు ఆయన కార్యాలయానికి చేరుకుని పూజలు నిర్వహించారు. తిరుమల తిరుపతి దేవస్థానం పూర్తిస్థాయి ఎగ్జిక్యూటివ్ ఆఫీసర్‌గా ముద్దాడ రవిచంద్ర బాధ్యతలు స్వీకరించారు. శ్రీవారి ఆలయంలో వేద పండితుల ఆశీర్వచనాల మధ్య ఆయన పదవీ బాధ్యతలు చేపట్టారు. అనంతరం ఆలయ అధికారులు, అర్చకులు ఆయనకు తీర్థప్రసాదాలు అందజేశారు. భక్తులకు మెరుగైన సేవలు అందించడమే తమ ప్రాధాన్యమని ఈ సందర్భంగా ఆయన పేర్కొన్నారు. దర్శన సమయాలను తగ్గించేందుకు ప్రత్యేక చర్యలు తీసుకుంటామని తెలిపారు. ఆలయ పరిసరాల్లో పారిశుద్ధ్యం, భద్రతపై ప్రత్యేక దృష్టి సారించనున్నట్లు వెల్లడించారు. ఉద్యోగులు అంకితభావంతో పనిచేయాలని సూచించారు. శ్రీవారి సేవలో పాలుపంచుకోవడం అదృష్టంగా భావిస్తున్నానని అన్నారు. భక్తుల సౌకర్యాల కోసం సాంకేతిక పరిజ్ఞానాన్ని మరింతగా వినియోగించనున్నట్లు చెప్పారు. 7.34 గంటలకు ఆయన కార్యాలయానికి చేరుకుని పూజలు నిర్వహించారు.: [573, 1392, 1135, 1786]
headline-team-india: టీం ఇండియా అద్భుత ప్రదర్శన: [118, 1211, 448, 1243]
headline-social-media: [12, 66, 1135, 115]
article-ycp-rule: [12, 422, 1135, 802]
figure-head: [621, 1190, 654, 1223]
headline-botsa: మరోమారు బొత్సకు అస్వస్థత: [1218, 815, 1468, 839]
ttd-photo-row: [573, 1118, 1135, 1385]
article-ttd-eo: [573, 1048, 1135, 2367]
date-box: [73, 14, 217, 54]
article-rural-roads: [573, 815, 1135, 1036]
page-number: 2: [33, 15, 52, 54]
ttd-side-column: తిరుమల తిరుపతి దేవస్థానం పూర్తిస్థాయి ఎగ్జిక్యూటివ్ ఆఫీసర్‌గా ముద్దాడ రవిచంద్ర బాధ్యతలు స్వీకరించారు. శ్రీవారి ఆలయంలో వేద పండితుల ఆశీర్వచనాల మధ్య ఆయన పదవీ బాధ్యతలు చేపట్టారు. అనంతరం ఆలయ అధికారులు, అర్చకులు ఆయనకు తీర్థప్రసాదాలు అందజేశారు. భక్తులకు మెరుగైన సేవలు అందించడమే తమ ప్రాధాన్యమని ఈ సందర్భంగా పేర్కొన్నారు. తిరుమల తిరుపతి దేవస్థానం పూర్తిస్థాయి ఎగ్జిక్యూటివ్ ఆఫీసర్‌గా ముద్దాడ రవిచంద్ర బాధ్యతలు స్వీకరించారు. శ్రీవారి ఆలయంలో వేద పండితుల ఆశీర్వచనాల మధ్య ఆయన పదవీ బాధ్యతలు చేపట్టారు. అనంతరం ఆలయ అధికారులు, అర్చకులు ఆయనకు తీర్థప్రసాదాలు అందజేశారు. భక్తులకు మెరుగైన సేవలు అందించడమే తమ ప్రాధాన్యమని ఈ సందర్భంగా పేర్కొన్నారు.: [942, 1119, 1135, 1366]
article-body: [573, 1391, 1135, 2367]
continued-tag: (మొదటి పేజీ తరువాయి): [1282, 1694, 1405, 1709]
page-content: [12, 66, 1530, 2367]
headline-ttd-eo: టిటిడి పూర్తిస్థాయి ఈవోగా ముద్దాడ: [669, 1049, 1038, 1080]
ttd-photo: [573, 1118, 935, 1385]
headline-rural-roads: గ్రామీణ రోడ్లకు మహర్దశ: [727, 816, 980, 848]
date-label: 7 మార్చి, 2026: [102, 34, 188, 50]
bottom-zone: [12, 815, 1135, 2367]
headline-budget-lies: బడ్జెట్ లెక్కల్లోనూ కూటమి అబద్ధాలు: [87, 816, 480, 848]
headline-pawan: సిఎం కుర్చీ పవన్‌కివ్వాలి: [1240, 1236, 1447, 1261]
